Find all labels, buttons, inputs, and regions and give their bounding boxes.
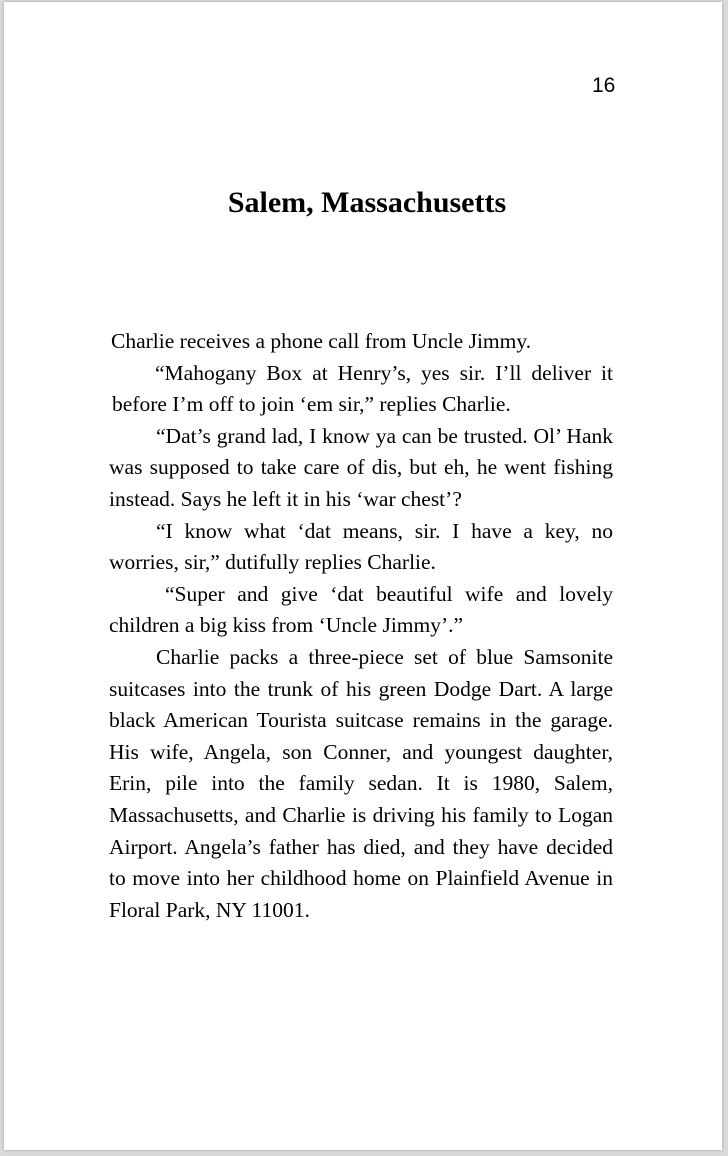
paragraph: “Mahogany Box at Henry’s, yes sir. I’ll deliver it before I’m off to join ‘em sir,” replies Charlie. xyxy=(112,360,613,417)
paragraph: Charlie packs a three-piece set of blue Samsonite suitcases into the trunk of his green Dodge Dart. A large black American Tourista suitcase remains in the garage. His wife, Angela, son Conner, and youngest daughter, Erin, pile into the family sedan. It is 1980, Salem, Massachusetts, and Charlie is driving his family to Logan Airport. Angela’s father has died, and they have decided to move into her childhood home on Plainfield Avenue in Floral Park, NY 11001. xyxy=(109,644,613,922)
book-page xyxy=(4,2,722,1150)
paragraph: “I know what ‘dat means, sir. I have a key, no worries, sir,” dutifully replies Charlie. xyxy=(109,518,613,575)
paragraph: “Dat’s grand lad, I know ya can be trusted. Ol’ Hank was supposed to take care of dis, but eh, he went fishing instead. Says he left it in his ‘war chest’? xyxy=(109,423,613,511)
chapter-title: Salem, Massachusetts xyxy=(227,186,507,219)
paragraph: “Super and give ‘dat beautiful wife and lovely children a big kiss from ‘Uncle Jimmy’.” xyxy=(109,581,613,638)
body-text xyxy=(109,326,613,926)
paragraph: Charlie receives a phone call from Uncle Jimmy. xyxy=(111,329,532,353)
page-number: 16 xyxy=(592,74,616,97)
